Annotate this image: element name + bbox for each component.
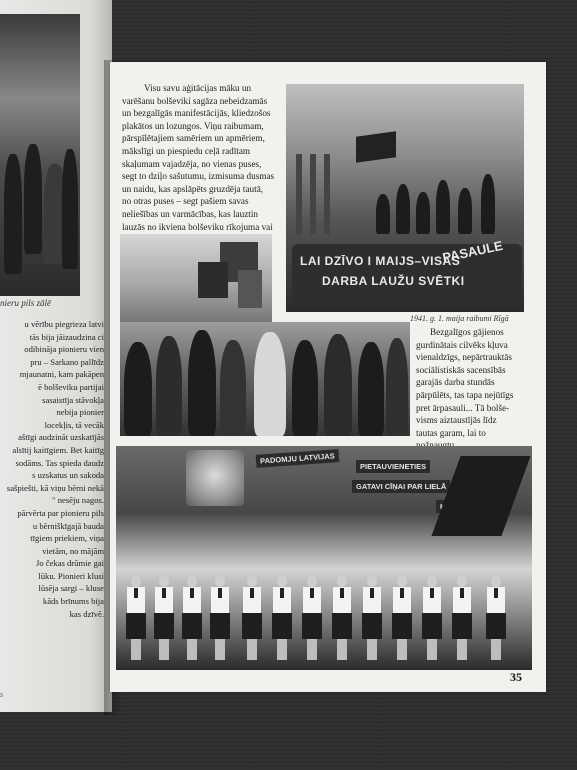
pioneer-figure bbox=[272, 576, 292, 660]
crowd-figure bbox=[220, 340, 246, 436]
text-line: visms aiztaustījās līdz bbox=[416, 415, 497, 426]
text-line: no otras puses – segt pašiem savas bbox=[122, 196, 249, 207]
crowd-figure bbox=[458, 188, 472, 234]
text-line: vietām, no mājām bbox=[42, 545, 104, 556]
right-page bbox=[110, 62, 546, 692]
text-line: plakātos un lozungos. Viņu raibumam, bbox=[122, 120, 264, 131]
crowd-figure bbox=[416, 192, 430, 234]
text-line: pru – Sarkano pallīdz bbox=[30, 356, 104, 367]
pioneer-figure bbox=[362, 576, 382, 660]
text-line: lūsēja sargi – kluse bbox=[38, 583, 104, 594]
parade-sign: PADOMJU LATVIJAS bbox=[256, 449, 339, 468]
text-line: vienaldzīgs, nepārtrauktās bbox=[416, 352, 512, 363]
crowd-figure bbox=[156, 336, 182, 436]
crowd-figure bbox=[188, 330, 216, 436]
text-line: pārvērta par pionieru pils bbox=[17, 507, 104, 518]
left-photo bbox=[0, 14, 80, 296]
crowd-figure bbox=[396, 184, 410, 234]
pioneer-figure bbox=[210, 576, 230, 660]
banner-line-1: LAI DZĪVO I MAIJS–VISAS bbox=[300, 254, 461, 268]
may-day-banner-photo bbox=[286, 84, 524, 312]
crowd-figure bbox=[436, 180, 450, 234]
flag-shape bbox=[431, 456, 530, 536]
text-line: varēšanu bolševiki sagāza nebeidzamās bbox=[122, 95, 268, 106]
text-line: pret ārpasauli... Tā bolše- bbox=[416, 402, 510, 413]
banner bbox=[292, 237, 522, 306]
pioneers-parade-photo bbox=[116, 446, 532, 670]
left-page-text bbox=[0, 318, 104, 620]
pioneer-figure bbox=[126, 576, 146, 660]
pioneer-figure bbox=[332, 576, 352, 660]
text-line: pārpūlēts, tas tapa nejūtīgs bbox=[416, 389, 514, 400]
portrait-image bbox=[186, 450, 244, 506]
pioneer-figure bbox=[154, 576, 174, 660]
text-line: Visu savu aģitācijas māku un bbox=[144, 83, 252, 93]
text-line: u bērniškīgajā bauda bbox=[32, 520, 104, 531]
crowd-figure bbox=[376, 194, 390, 234]
pioneer-figure bbox=[242, 576, 262, 660]
text-line: " nesēju nagos. bbox=[52, 495, 104, 506]
text-line: ē bolševiku partijai bbox=[38, 381, 104, 392]
flag-shape bbox=[310, 154, 316, 234]
photo-figure bbox=[4, 154, 22, 274]
text-line: sasaistīja stāvokļa bbox=[42, 394, 104, 405]
text-line: un bezgalīgās manifestācijās, kliedzošos bbox=[122, 108, 271, 119]
parade-sign: PIETAUVIENETIES bbox=[356, 460, 430, 473]
photo-caption: 1941. g. 1. maija raibumi Rīgā bbox=[410, 314, 509, 323]
text-line: nebija pionier bbox=[56, 407, 104, 418]
crowd-figure bbox=[481, 174, 495, 234]
text-line: Jo čekas drūmie gai bbox=[35, 558, 104, 569]
banner-word: PASAULE bbox=[441, 237, 505, 266]
text-line: un naidu, kas apslāpēts gruzdēja tautā, bbox=[122, 183, 264, 194]
text-line: lauzās no ikviena bolševiku rīkojuma vai bbox=[122, 221, 273, 232]
text-line: Bezgalīgos gājienos bbox=[430, 327, 504, 337]
text-line: sašpiešti, kā viņu bērni nekā bbox=[6, 482, 104, 493]
text-line: sociālistiskās sacensībās bbox=[416, 364, 506, 375]
crowd-figure bbox=[324, 334, 352, 436]
flag-shape bbox=[198, 262, 228, 298]
text-line: kas dzīvē. bbox=[69, 608, 104, 619]
page-number: 35 bbox=[510, 670, 522, 684]
text-line: tautas garam, lai to bbox=[416, 427, 486, 438]
photo-figure bbox=[24, 144, 42, 254]
text-line: skaļumam vajadzēja, no vienas puses, bbox=[122, 158, 262, 169]
text-line: kāds brīnums bija bbox=[42, 596, 104, 607]
text-line: pārspīlētajiem samēriem un apmēriem, bbox=[122, 133, 265, 144]
text-line: mjaunatni, kam pakāpen bbox=[19, 369, 104, 380]
text-line: odibināja pionieru vien bbox=[24, 344, 104, 355]
text-line: sodāms. Tas spieda daudz bbox=[15, 457, 104, 468]
text-line: tās bija jāizaudzina ci bbox=[29, 331, 104, 342]
text-line: neliešības un varmācības, kas lauztin bbox=[122, 208, 258, 219]
text-line: u vērību piegrieza latvi bbox=[24, 319, 104, 329]
text-line: aštīgi audzināt uzskatījās bbox=[18, 432, 104, 443]
text-line: lūku. Pionieri klusi bbox=[38, 570, 104, 581]
flag-shape bbox=[238, 270, 262, 308]
text-line: mākslīgi un piespiedu ceļā radītam bbox=[122, 145, 251, 156]
flag-shape bbox=[296, 154, 302, 234]
text-line: garajās darba stundās bbox=[416, 377, 495, 388]
intro-text bbox=[122, 82, 287, 258]
left-page bbox=[0, 0, 112, 712]
pioneer-figure bbox=[486, 576, 506, 660]
text-line: locekļis, tā vecāk bbox=[44, 419, 104, 430]
text-line: gurdinātais cilvēks kļuva bbox=[416, 339, 508, 350]
pioneer-figure bbox=[392, 576, 412, 660]
crowd-photo bbox=[120, 322, 410, 436]
text-line: tīgiem priekiem, viņa bbox=[30, 533, 104, 544]
pioneer-figure bbox=[452, 576, 472, 660]
banner-line-2: DARBA LAUŽU SVĒTKI bbox=[322, 274, 465, 288]
flag-shape bbox=[356, 131, 396, 163]
crowd-figure bbox=[254, 332, 286, 436]
pioneer-figure bbox=[182, 576, 202, 660]
pioneer-figure bbox=[422, 576, 442, 660]
crowd-figure bbox=[292, 340, 318, 436]
crowd-figure bbox=[124, 342, 152, 436]
crowd-figure bbox=[386, 338, 408, 436]
middle-text bbox=[416, 326, 536, 452]
left-photo-caption: nieru pils zālē bbox=[0, 298, 51, 308]
pioneer-figure bbox=[302, 576, 322, 660]
left-page-footer: s bbox=[0, 690, 4, 699]
crowd-figure bbox=[358, 342, 384, 436]
text-line: s uzskatus un sakoda bbox=[32, 470, 104, 481]
parade-sign: GATAVI CĪŅAI PAR LIELĀ bbox=[352, 480, 450, 493]
text-line: alsītij kaitīgiem. Bet kaitīg bbox=[12, 444, 104, 455]
flag-shape bbox=[324, 154, 330, 234]
text-line: segt to dziļo sašutumu, izmisuma dusmas bbox=[122, 171, 275, 182]
photo-figure bbox=[62, 149, 78, 269]
